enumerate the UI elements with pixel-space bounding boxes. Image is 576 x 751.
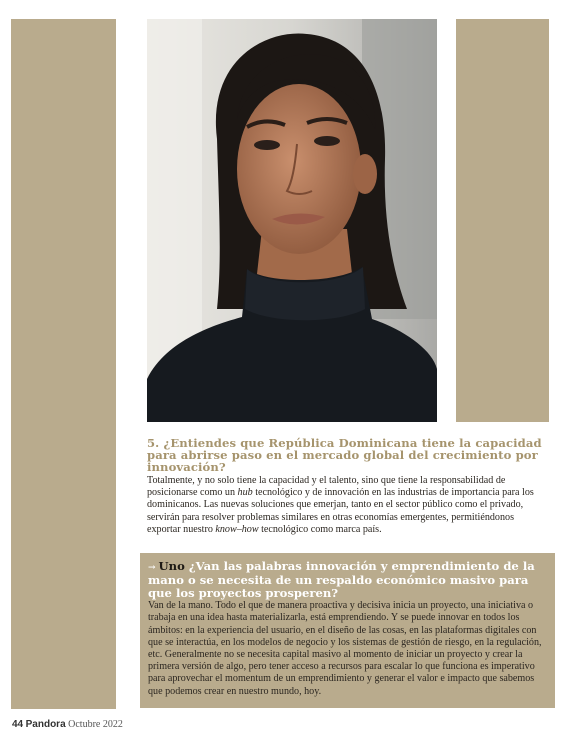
- question-5-title: 5. ¿Entiendes que República Dominicana tiene la capacidad para abrirse paso en el mercado global del crecimiento por innovación?: [147, 436, 542, 474]
- question-5-section: [147, 437, 549, 536]
- box-question-title: [148, 560, 548, 599]
- magazine-name: Pandora: [25, 719, 66, 730]
- page-footer: [12, 719, 123, 730]
- answer-italic-hub: hub: [237, 487, 253, 499]
- answer-text: tecnológico como marca país.: [258, 523, 382, 535]
- decorative-band-left: [11, 19, 116, 709]
- highlight-box: [140, 553, 555, 708]
- decorative-band-right: [456, 19, 549, 422]
- box-question-text: ¿Van las palabras innovación y emprendimiento de la mano o se necesita de un respaldo económico masivo para que los proyectos prosperen?: [148, 559, 535, 600]
- issue-date: Octubre 2022: [68, 719, 123, 730]
- box-kicker: Uno: [158, 559, 185, 573]
- arrow-icon: →: [148, 563, 156, 573]
- question-5-answer: [147, 475, 549, 536]
- answer-text: tecnológico y de innovación en las industrias de importancia para los dominicanos. Las nuevas soluciones que emerjan, tanto en el sector público como el privado, servirán para resolver problemas similares en otras economías emergentes, permitiéndonos exportar nuestro: [147, 487, 534, 535]
- portrait-photo: [147, 19, 437, 422]
- answer-italic-knowhow: know–how: [215, 523, 259, 535]
- box-answer: Van de la mano. Todo el que de manera proactiva y decisiva inicia un proyecto, una iniciativa o trabaja en una idea hasta materializarla, está emprendiendo. Y se puede innovar en todos los ámbitos: en la experiencia del usuario, en el diseño de las cosas, en las plataformas digitales con que se interactúa, en los modelos de negocio y los sistemas de gestión de riesgo, en la regulación, etc. Generalmente no se necesita capital masivo al momento de iniciar un proyecto y crear la primera versión de algo, pero tener acceso a recursos para escalar lo que funciona es imperativo para aprovechar el momentum de un emprendimiento y generar el valor e impacto que sabemos que podemos crear en nuestro mundo, hoy.: [148, 600, 542, 697]
- page-number: 44: [12, 719, 24, 730]
- answer-text: Totalmente, y no solo tiene la capacidad y el talento, sino que tiene la responsabilidad de posicionarse como un: [147, 475, 506, 499]
